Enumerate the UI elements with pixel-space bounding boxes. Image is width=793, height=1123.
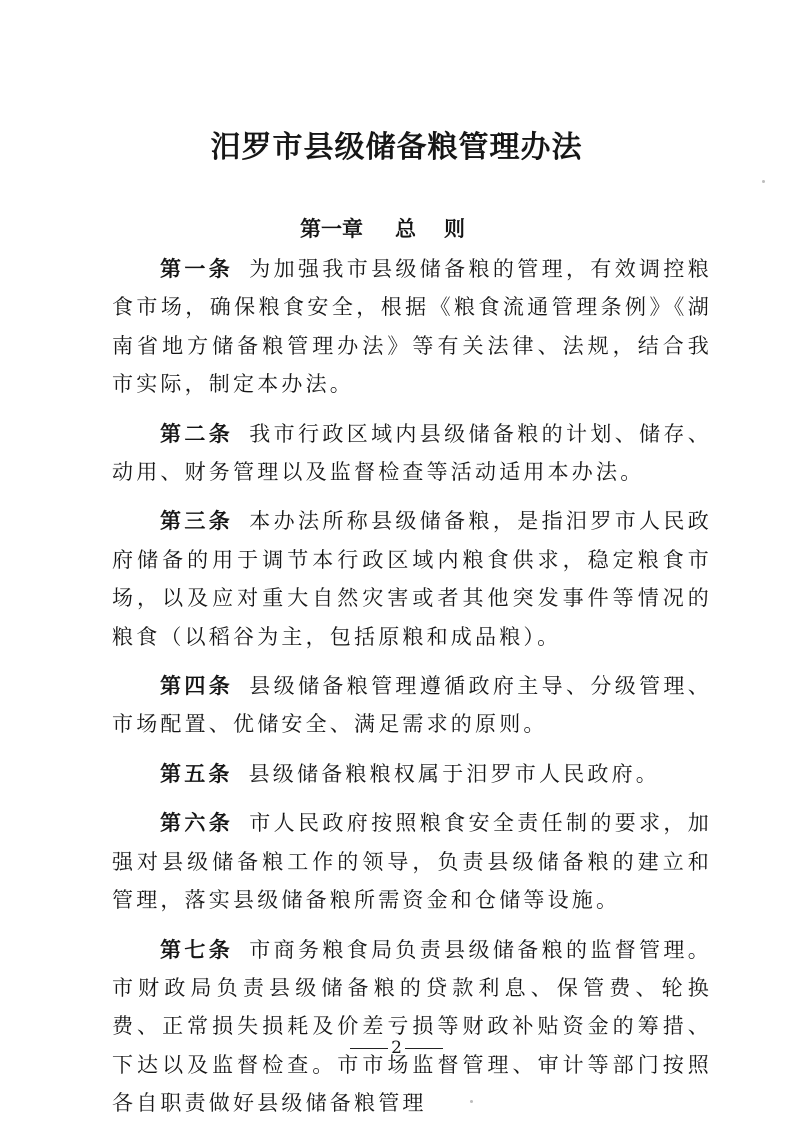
article-text: 市人民政府按照粮食安全责任制的要求，加强对县级储备粮工作的领导，负责县级储备粮的建立和管理，落实县级储备粮所需资金和仓储等设施。 (112, 811, 712, 913)
page-footer (0, 1036, 793, 1060)
article-paragraph (112, 931, 712, 1123)
article-number: 第二条 (160, 420, 234, 446)
article-number: 第一条 (160, 256, 234, 281)
chapter-label: 第一章 (300, 216, 363, 241)
article-text: 县级储备粮管理遵循政府主导、分级管理、市场配置、优储安全、满足需求的原则。 (112, 674, 712, 737)
article-paragraph (112, 667, 712, 744)
chapter-name: 总则 (395, 216, 493, 241)
document-body (112, 250, 712, 1123)
scan-speck (762, 180, 765, 183)
article-paragraph (112, 250, 712, 404)
article-number: 第三条 (160, 508, 234, 534)
article-text: 市商务粮食局负责县级储备粮的监督管理。市财政局负责县级储备粮的贷款利息、保管费、轮换费、正常损失损耗及价差亏损等财政补贴资金的筹措、下达以及监督检查。市市场监督管理、审计等部门按照各自职责做好县级储备粮管理 (112, 937, 712, 1116)
article-number: 第六条 (160, 810, 234, 836)
article-text: 本办法所称县级储备粮，是指汨罗市人民政府储备的用于调节本行政区域内粮食供求，稳定粮食市场，以及应对重大自然灾害或者其他突发事件等情况的粮食（以稻谷为主，包括原粮和成品粮）。 (112, 509, 712, 649)
article-text: 我市行政区域内县级储备粮的计划、储存、动用、财务管理以及监督检查等活动适用本办法。 (112, 421, 712, 485)
article-paragraph (112, 502, 712, 656)
page-number: 2 (391, 1038, 402, 1058)
footer-dash (405, 1048, 443, 1049)
article-paragraph (112, 804, 712, 919)
article-paragraph (112, 755, 712, 793)
article-text: 县级储备粮粮权属于汨罗市人民政府。 (248, 761, 661, 786)
footer-dash (350, 1048, 388, 1049)
article-paragraph (112, 415, 712, 492)
article-number: 第四条 (160, 673, 234, 699)
document-title: 汨罗市县级储备粮管理办法 (210, 130, 583, 165)
article-number: 第五条 (160, 760, 233, 786)
article-number: 第七条 (160, 936, 234, 962)
chapter-heading (0, 214, 793, 244)
article-text: 为加强我市县级储备粮的管理，有效调控粮食市场，确保粮食安全，根据《粮食流通管理条例》《湖南省地方储备粮管理办法》等有关法律、法规，结合我市实际，制定本办法。 (112, 257, 712, 397)
